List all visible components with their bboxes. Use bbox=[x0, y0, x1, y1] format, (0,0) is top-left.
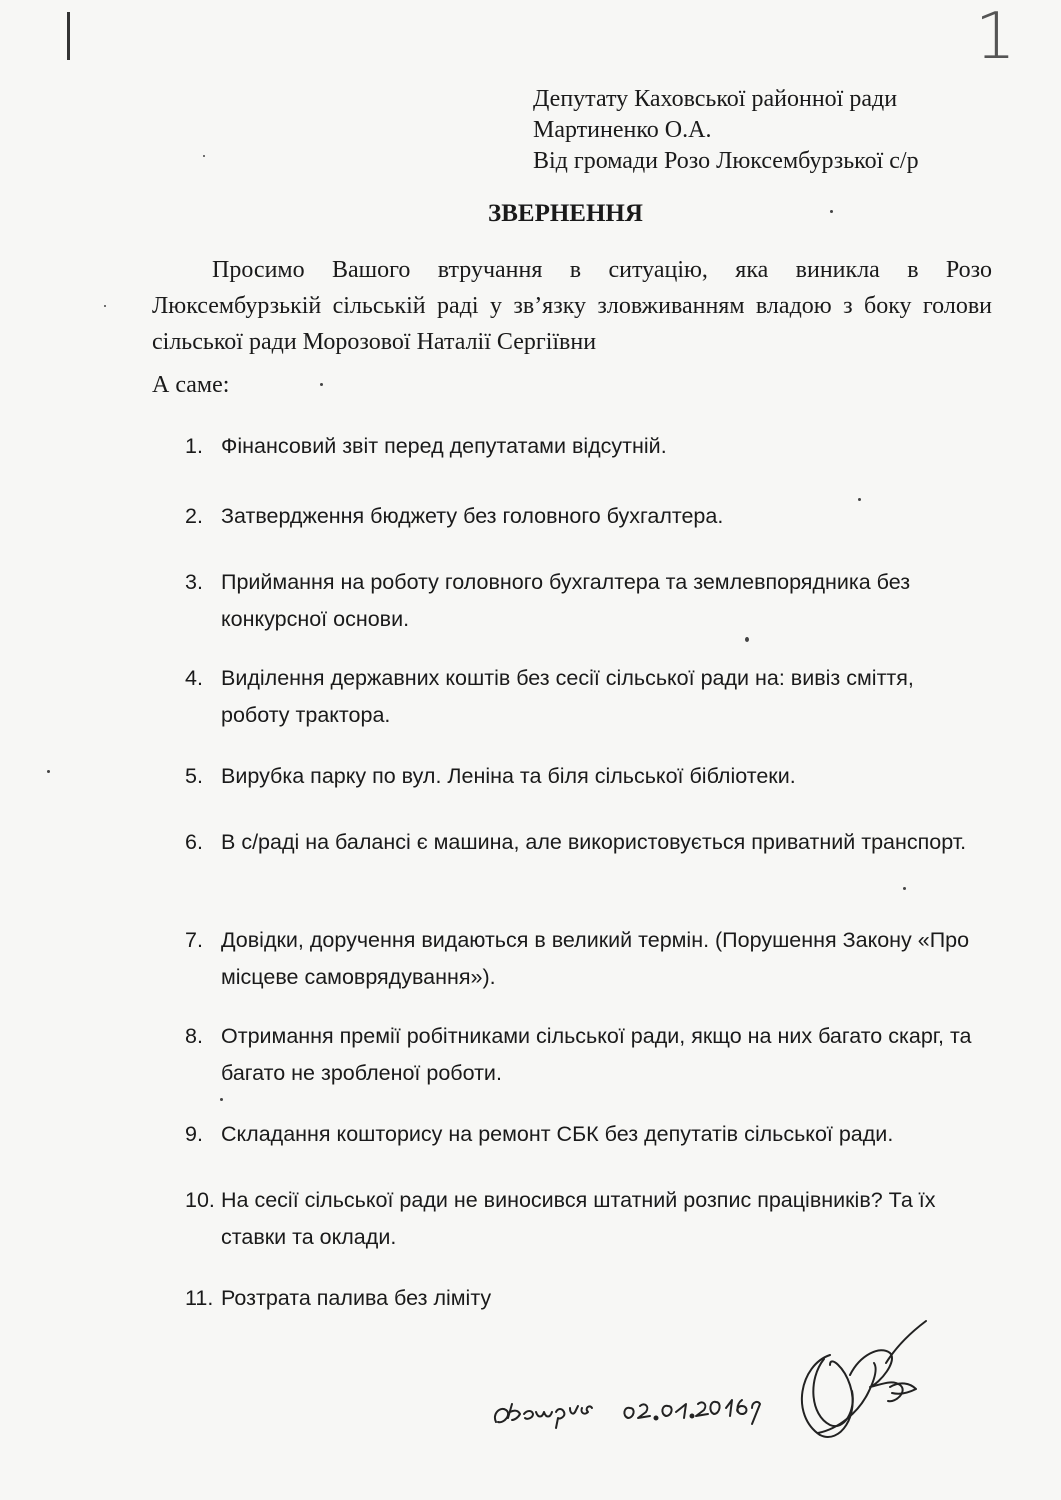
addressee-line-3: Від громади Розо Люксембурзької с/р bbox=[533, 148, 919, 174]
list-item-number: 5. bbox=[185, 764, 203, 788]
scan-speck bbox=[47, 770, 50, 773]
addressee-line-2: Мартиненко О.А. bbox=[533, 117, 712, 143]
list-item-text: Виділення державних коштів без сесії сільської ради на: вивіз сміття, роботу трактора. bbox=[221, 666, 914, 727]
list-item-number: 1. bbox=[185, 434, 203, 458]
list-item-number: 4. bbox=[185, 666, 203, 690]
scan-speck bbox=[745, 637, 749, 642]
document-title: ЗВЕРНЕННЯ bbox=[488, 200, 643, 227]
scan-speck bbox=[320, 383, 323, 386]
list-item-number: 3. bbox=[185, 570, 203, 594]
list-item-text: Фінансовий звіт перед депутатами відсутній. bbox=[221, 434, 667, 458]
list-item-number: 2. bbox=[185, 504, 203, 528]
list-item-text: На сесії сільської ради не виносився штатний розпис працівників? Та їх ставки та оклади. bbox=[221, 1188, 936, 1249]
list-item-text: Довідки, доручення видаються в великий термін. (Порушення Закону «Про місцеве самоврядування»). bbox=[221, 928, 970, 989]
signature-graphic bbox=[790, 1315, 940, 1455]
list-item-number: 9. bbox=[185, 1122, 203, 1146]
handwriting-graphic bbox=[490, 1378, 780, 1438]
list-item-text: Складання кошторису на ремонт СБК без депутатів сільської ради. bbox=[221, 1122, 894, 1146]
list-item-text: Отримання премії робітниками сільської ради, якщо на них багато скарг, та багато не зробленої роботи. bbox=[221, 1024, 972, 1085]
intro-paragraph: Просимо Вашого втручання в ситуацію, яка виникла в Розо Люксембурзькій сільській раді у зв’язку зловживанням владою з боку голови сільської ради Морозової Наталії Сергіївни bbox=[152, 257, 992, 355]
received-note bbox=[490, 1378, 780, 1438]
addressee-block bbox=[533, 84, 919, 177]
list-item-text: Вирубка парку по вул. Леніна та біля сільської бібліотеки. bbox=[221, 764, 796, 788]
scan-speck bbox=[830, 210, 833, 213]
list-item-text: Затвердження бюджету без головного бухгалтера. bbox=[221, 504, 724, 528]
addressee-line-1: Депутату Каховської районної ради bbox=[533, 86, 898, 112]
list-lead: А саме: bbox=[152, 372, 230, 398]
scan-speck bbox=[903, 887, 906, 890]
margin-mark bbox=[67, 12, 70, 60]
list-item-number: 6. bbox=[185, 830, 203, 854]
list-item-text: В с/раді на балансі є машина, але використовується приватний транспорт. bbox=[221, 830, 967, 854]
list-item-number: 11. bbox=[185, 1286, 214, 1310]
list-item-text: Розтрата палива без ліміту bbox=[221, 1286, 492, 1310]
scan-speck bbox=[203, 155, 205, 157]
page-number: 1 bbox=[975, 0, 1017, 74]
list-item-number: 7. bbox=[185, 928, 203, 952]
list-item-number: 10. bbox=[185, 1188, 215, 1212]
list-item-number: 8. bbox=[185, 1024, 203, 1048]
scan-speck bbox=[220, 1098, 223, 1101]
list-item-text: Приймання на роботу головного бухгалтера та землевпорядника без конкурсної основи. bbox=[221, 570, 911, 631]
scan-speck bbox=[858, 498, 861, 501]
scan-speck bbox=[104, 305, 106, 307]
signature bbox=[790, 1315, 940, 1455]
